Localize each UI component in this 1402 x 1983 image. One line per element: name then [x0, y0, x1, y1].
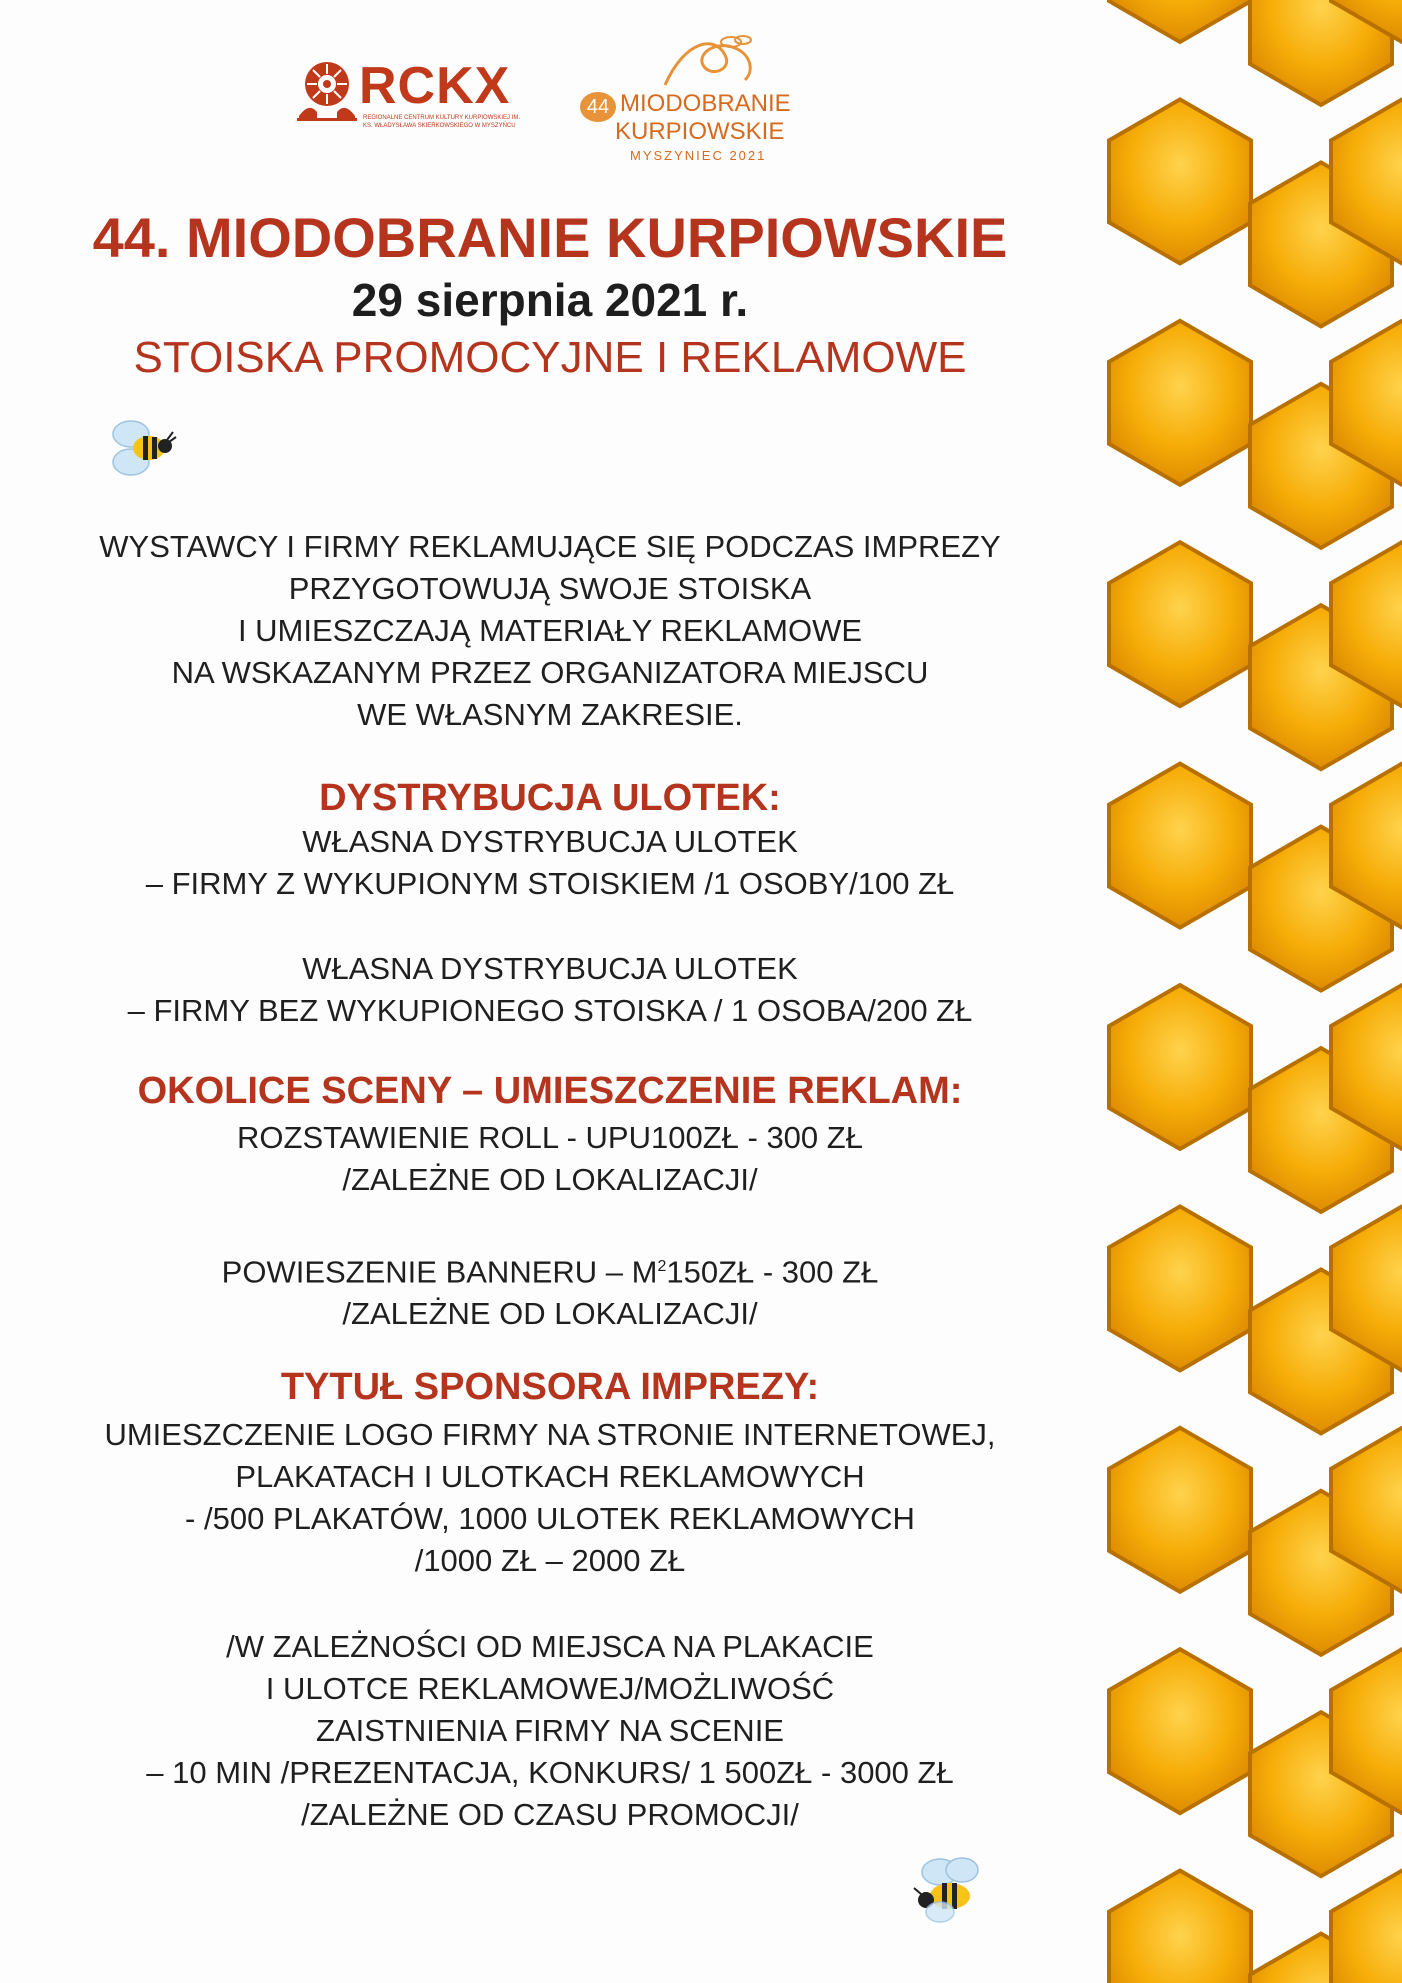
page-title: 44. MIODOBRANIE KURPIOWSKIE [92, 206, 1008, 269]
page-subtitle: STOISKA PROMOCYJNE I REKLAMOWE [133, 333, 967, 382]
honeycomb-cell [1109, 1649, 1251, 1813]
ulotki-option-a [0, 821, 1100, 905]
text-part: 150ZŁ - 300 ZŁ [666, 1254, 879, 1290]
rckx-name: RCKX [359, 57, 511, 115]
honeycomb-decoration [1102, 0, 1402, 1983]
event-date: 29 sierpnia 2021 r. [351, 274, 749, 326]
text-line: WŁASNA DYSTRYBUCJA ULOTEK [302, 824, 798, 859]
text-line: /ZALEŻNE OD LOKALIZACJI/ [342, 1162, 758, 1197]
miodobranie-logo [580, 30, 830, 170]
honeycomb-cell [1109, 1206, 1251, 1370]
honeycomb-cell [1109, 99, 1251, 263]
text-line: UMIESZCZENIE LOGO FIRMY NA STRONIE INTERNETOWEJ, [104, 1417, 996, 1452]
scena-option-b [0, 1246, 1100, 1335]
section-heading-ulotki: DYSTRYBUCJA ULOTEK: [319, 777, 781, 819]
text-line: PLAKATACH I ULOTKACH REKLAMOWYCH [235, 1459, 865, 1494]
section-heading-scena: OKOLICE SCENY – UMIESZCZENIE REKLAM: [137, 1070, 963, 1112]
honeycomb-cell [1109, 321, 1251, 485]
miodobranie-logo-bee [655, 30, 765, 92]
text-line: - /500 PLAKATÓW, 1000 ULOTEK REKLAMOWYCH [185, 1501, 915, 1536]
text-line: /ZALEŻNE OD LOKALIZACJI/ [342, 1296, 758, 1332]
text-line: /1000 ZŁ – 2000 ZŁ [414, 1543, 686, 1578]
text-line: – 10 MIN /PREZENTACJA, KONKURS/ 1 500ZŁ - 3000 ZŁ [146, 1755, 954, 1790]
bee-icon [912, 1852, 988, 1926]
honeycomb-cell [1109, 764, 1251, 928]
intro-line: NA WSKAZANYM PRZEZ ORGANIZATORA MIEJSCU [171, 655, 929, 690]
ulotki-option-b [0, 948, 1100, 1032]
miodobranie-line1: MIODOBRANIE [620, 90, 791, 117]
text-line: – FIRMY Z WYKUPIONYM STOISKIEM /1 OSOBY/100 ZŁ [145, 866, 955, 901]
intro-text [0, 526, 1100, 736]
text-line [0, 1246, 1100, 1293]
honeycomb-cell [1109, 1428, 1251, 1592]
text-line: /ZALEŻNE OD CZASU PROMOCJI/ [301, 1797, 799, 1832]
text-line: – FIRMY BEZ WYKUPIONEGO STOISKA / 1 OSOBA/200 ZŁ [127, 993, 973, 1028]
section-heading-sponsor: TYTUŁ SPONSORA IMPREZY: [280, 1366, 820, 1408]
intro-line: WE WŁASNYM ZAKRESIE. [357, 697, 743, 732]
superscript: 2 [657, 1258, 667, 1275]
honeycomb-cell [1109, 1871, 1251, 1983]
intro-line: PRZYGOTOWUJĄ SWOJE STOISKA [288, 571, 812, 606]
honeycomb-cell [1109, 985, 1251, 1149]
intro-line: I UMIESZCZAJĄ MATERIAŁY REKLAMOWE [237, 613, 863, 648]
text-line: I ULOTCE REKLAMOWEJ/MOŻLIWOŚĆ [265, 1671, 835, 1706]
text-line: /W ZALEŻNOŚCI OD MIEJSCA NA PLAKACIE [226, 1629, 874, 1664]
intro-line: WYSTAWCY I FIRMY REKLAMUJĄCE SIĘ PODCZAS IMPREZY [99, 529, 1001, 564]
text-line: ZAISTNIENIA FIRMY NA SCENIE [316, 1713, 784, 1748]
rckx-logo-mark [295, 58, 359, 122]
miodobranie-line3: MYSZYNIEC 2021 [630, 148, 767, 163]
honeycomb-cell [1109, 542, 1251, 706]
honeycomb-cell [1109, 0, 1251, 42]
sponsor-option-a [0, 1414, 1100, 1582]
text-part: POWIESZENIE BANNERU – M [221, 1254, 658, 1290]
miodobranie-line2: KURPIOWSKIE [615, 118, 785, 145]
bee-icon [105, 412, 177, 482]
rckx-logo [295, 57, 521, 148]
scena-option-a [0, 1117, 1100, 1201]
honeycomb-cell [1331, 1871, 1402, 1983]
text-line: ROZSTAWIENIE ROLL - UPU100ZŁ - 300 ZŁ [237, 1120, 863, 1155]
miodobranie-number: 44 [580, 92, 616, 122]
rckx-subtitle: REGIONALNE CENTRUM KULTURY KURPIOWSKIEJ IM. KS. WŁADYSŁAWA SKIERKOWSKIEGO W MYSZYŃCU [363, 115, 521, 129]
text-line: WŁASNA DYSTRYBUCJA ULOTEK [302, 951, 798, 986]
sponsor-option-b [0, 1626, 1100, 1836]
